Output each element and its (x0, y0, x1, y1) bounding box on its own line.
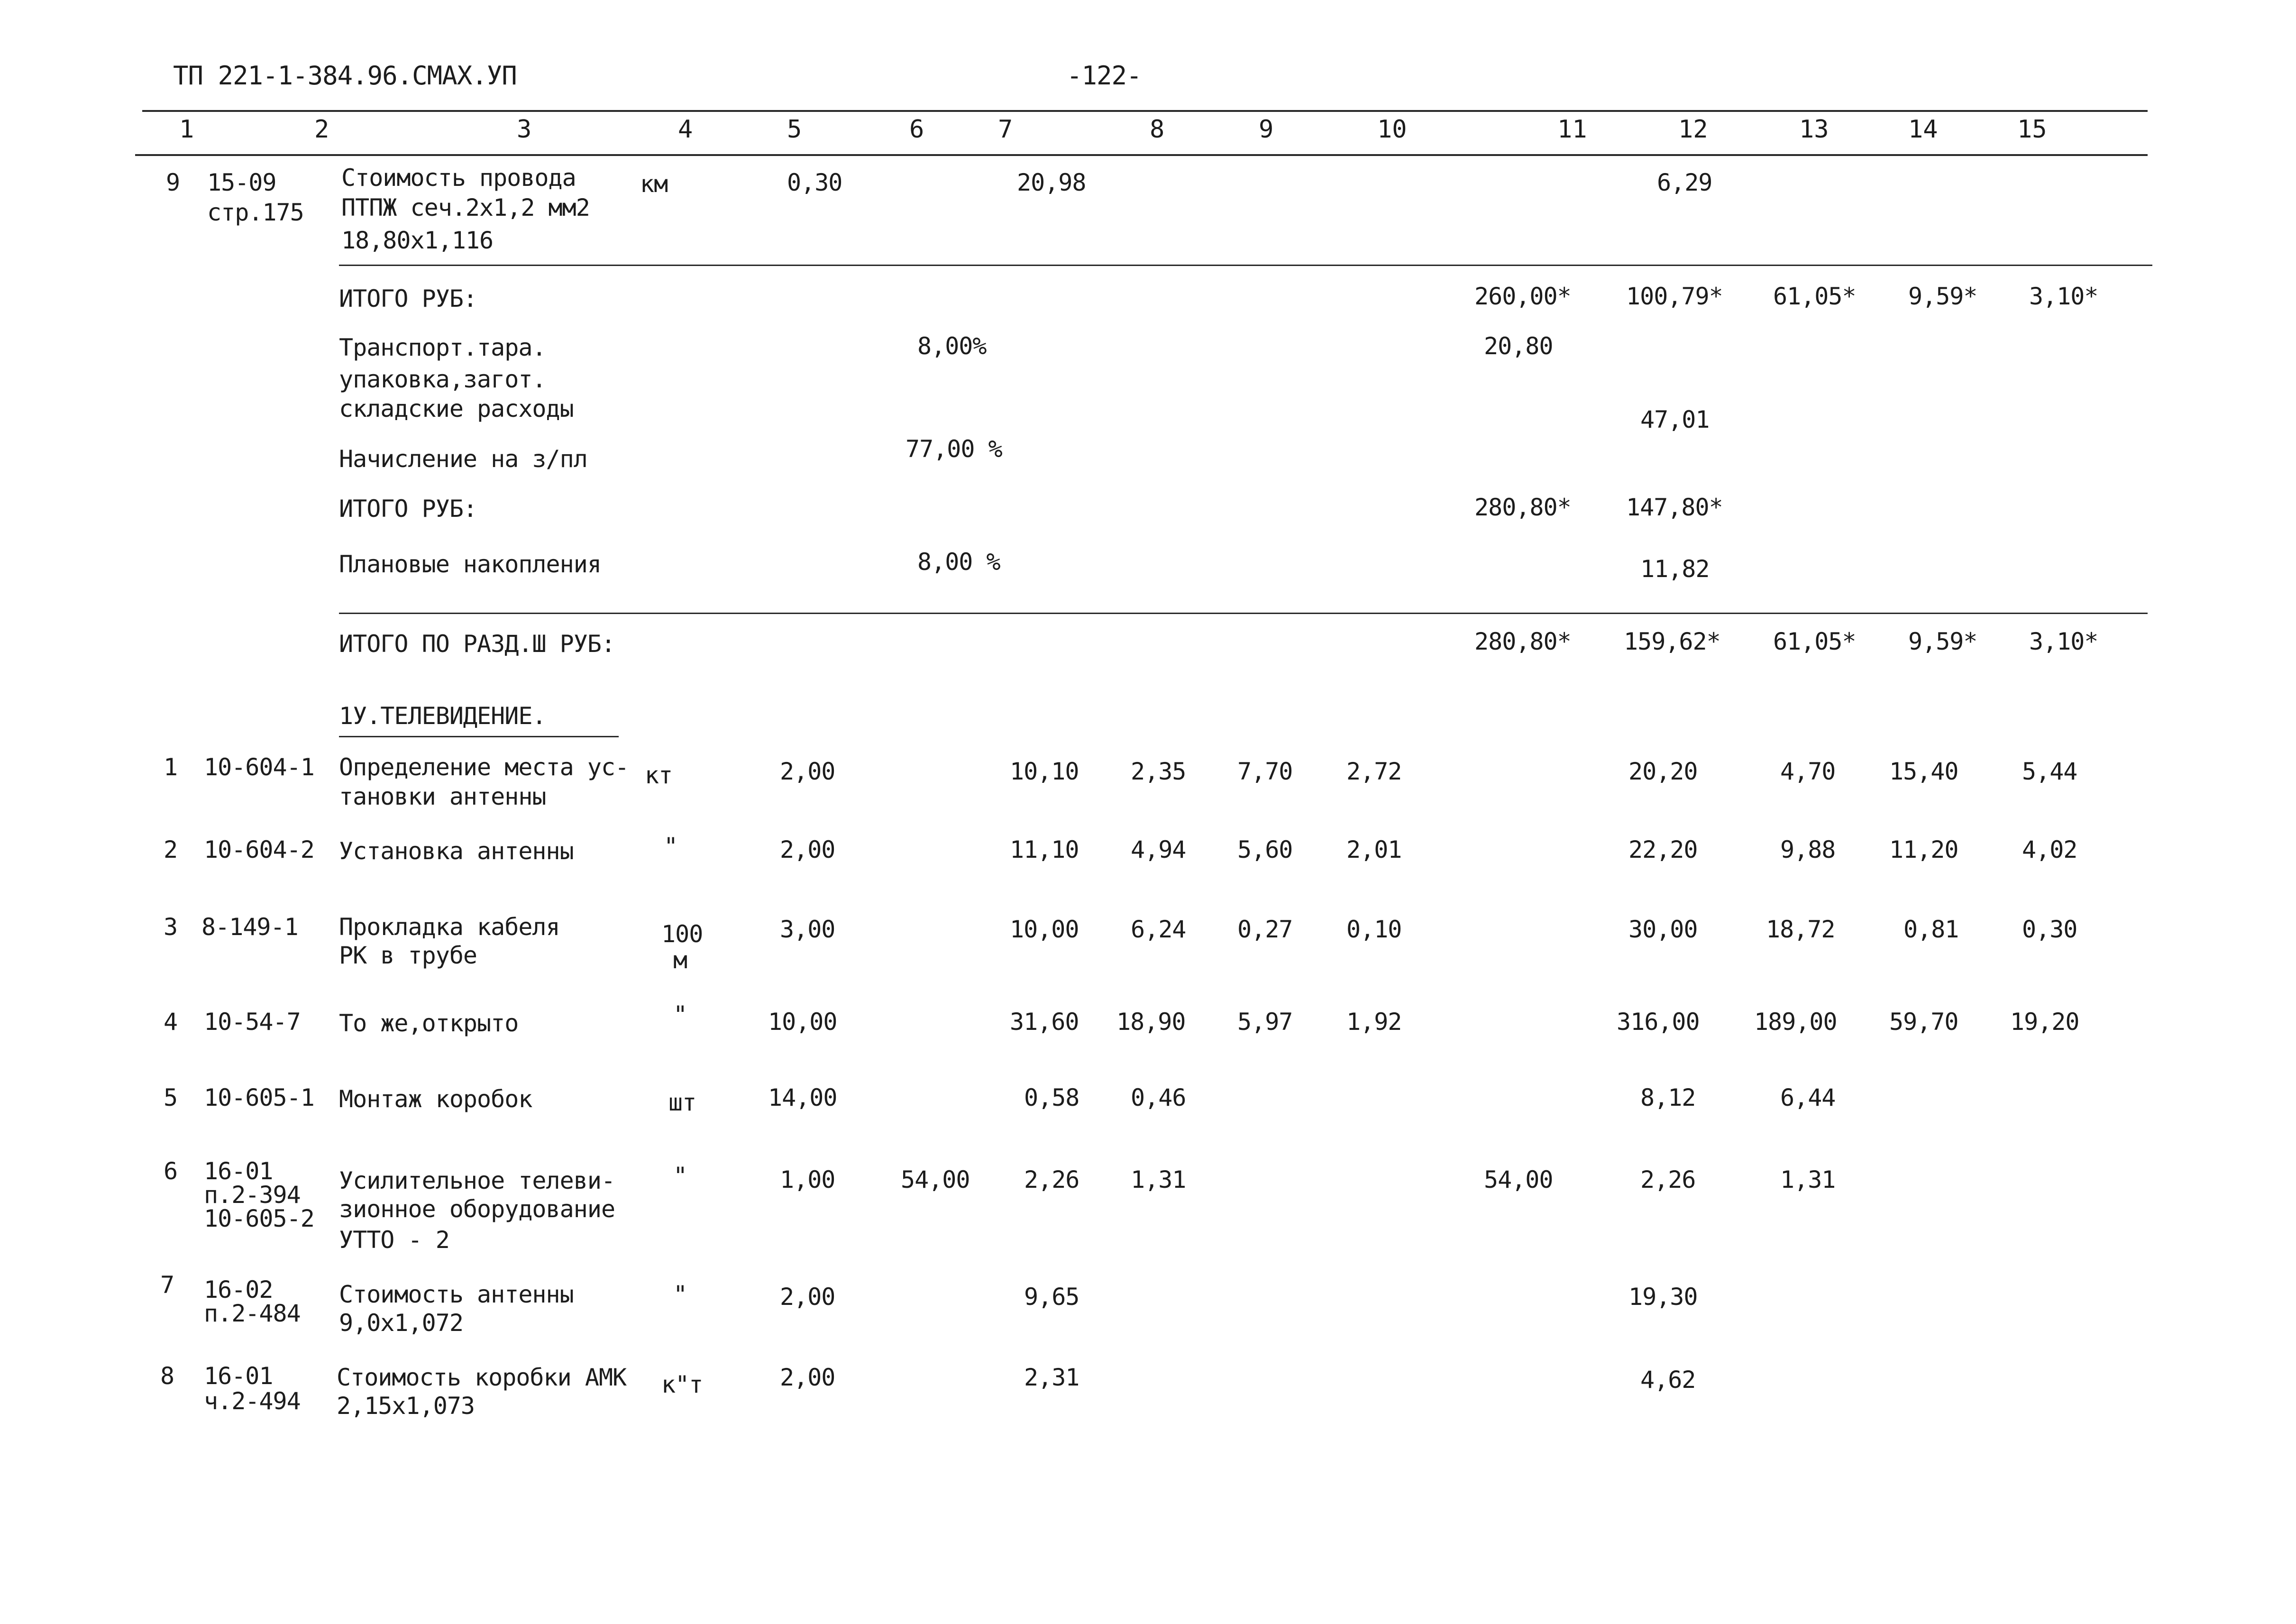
row-col5: 10,00 (768, 1008, 837, 1036)
row-col7: 9,65 (1024, 1283, 1079, 1311)
col-header-11: 11 (1557, 115, 1587, 144)
row-col9: 0,27 (1237, 916, 1293, 943)
row-col12: 20,20 (1628, 758, 1698, 785)
row-name: Усилительное телеви- (339, 1167, 615, 1194)
col-header-3: 3 (517, 115, 532, 144)
total-col11: 260,00* (1474, 283, 1571, 310)
col-header-12: 12 (1678, 115, 1708, 144)
total-col12: 147,80* (1626, 494, 1723, 521)
row-col8: 2,35 (1131, 758, 1186, 785)
row-code: 16-02 (204, 1276, 273, 1303)
row-col13: 6,44 (1780, 1084, 1836, 1111)
row-unit: " (673, 1162, 687, 1190)
row-col15: 19,20 (2010, 1008, 2079, 1036)
row-col8: 18,90 (1116, 1008, 1186, 1036)
row-number: 1 (164, 753, 178, 781)
row-code: 10-605-1 (204, 1084, 314, 1111)
row-col12: 19,30 (1628, 1283, 1698, 1311)
row-col7: 2,31 (1024, 1364, 1079, 1391)
col-header-2: 2 (314, 115, 329, 144)
row-col7: 10,10 (1010, 758, 1079, 785)
row-name: Стоимость антенны (339, 1281, 574, 1308)
row-code: п.2-394 (204, 1181, 301, 1209)
row-col12: 47,01 (1640, 406, 1710, 433)
row-unit: " (664, 833, 678, 860)
row-number: 4 (164, 1008, 178, 1036)
row-code: 10-604-2 (204, 836, 314, 863)
col-header-9: 9 (1259, 115, 1274, 144)
row-unit: " (673, 1281, 687, 1308)
row-col12: 22,20 (1628, 836, 1698, 863)
total-col14: 9,59* (1908, 283, 1977, 310)
row-name: 9,0х1,072 (339, 1309, 463, 1337)
row-col10: 2,01 (1346, 836, 1402, 863)
row-col11: 54,00 (1484, 1166, 1553, 1193)
row-code: 8-149-1 (201, 913, 298, 941)
row-col12: 316,00 (1617, 1008, 1700, 1036)
row-col5: 1,00 (780, 1166, 835, 1193)
col-header-15: 15 (2017, 115, 2047, 144)
total-col14: 9,59* (1908, 628, 1977, 655)
row-name: Начисление на з/пл (339, 445, 587, 473)
row-unit: км (640, 170, 668, 198)
row-col10: 2,72 (1346, 758, 1402, 785)
row-col15: 0,30 (2022, 916, 2077, 943)
row-name: 18,80х1,116 (341, 227, 494, 254)
row-number: 8 (160, 1362, 174, 1390)
row-number: 5 (164, 1084, 178, 1111)
row-col7: 2,26 (1024, 1166, 1079, 1193)
row-col6: 8,00 % (917, 548, 1000, 576)
col-header-5: 5 (787, 115, 802, 144)
row-code: 10-604-1 (204, 753, 314, 781)
total-label: ИТОГО РУБ: (339, 495, 477, 523)
row-code: ч.2-494 (204, 1387, 301, 1415)
row-code: 10-54-7 (204, 1008, 301, 1036)
row-name: То же,открыто (339, 1009, 519, 1037)
row-name: Плановые накопления (339, 551, 601, 578)
row-col13: 4,70 (1780, 758, 1836, 785)
row-separator (339, 265, 2152, 266)
row-col7: 20,98 (1017, 169, 1086, 196)
row-col5: 2,00 (780, 1364, 835, 1391)
row-col10: 0,10 (1346, 916, 1402, 943)
row-col14: 0,81 (1903, 916, 1959, 943)
row-col14: 11,20 (1889, 836, 1958, 863)
row-col6: 54,00 (901, 1166, 970, 1193)
row-col12: 30,00 (1628, 916, 1698, 943)
row-code: п.2-484 (204, 1300, 301, 1327)
row-name: Установка антенны (339, 837, 574, 865)
col-header-6: 6 (909, 115, 924, 144)
row-name: Монтаж коробок (339, 1085, 532, 1113)
col-header-8: 8 (1150, 115, 1165, 144)
row-name: Стоимость коробки АМК (337, 1364, 627, 1391)
row-col13: 9,88 (1780, 836, 1836, 863)
document-code: ТП 221-1-384.96.СМАХ.УП (173, 61, 517, 91)
row-col15: 5,44 (2022, 758, 2077, 785)
total-col11: 280,80* (1474, 628, 1571, 655)
col-header-14: 14 (1908, 115, 1938, 144)
row-col5: 0,30 (787, 169, 842, 196)
total-label: ИТОГО ПО РАЗД.Ш РУБ: (339, 630, 615, 658)
row-unit: шт (668, 1089, 696, 1116)
section-title: 1У.ТЕЛЕВИДЕНИЕ. (339, 702, 546, 730)
total-col13: 61,05* (1773, 283, 1856, 310)
row-col12: 6,29 (1657, 169, 1712, 196)
page-number: -122- (1067, 61, 1142, 91)
row-name: УТТО - 2 (339, 1226, 449, 1254)
header-top-rule (142, 110, 2148, 112)
total-col13: 61,05* (1773, 628, 1856, 655)
row-col6: 77,00 % (906, 435, 1002, 463)
row-number: 9 (166, 169, 180, 196)
col-header-1: 1 (179, 115, 194, 144)
row-col7: 31,60 (1010, 1008, 1079, 1036)
row-code: 15-09 (207, 169, 276, 196)
row-code: 10-605-2 (204, 1205, 314, 1232)
row-col10: 1,92 (1346, 1008, 1402, 1036)
total-col12: 159,62* (1624, 628, 1720, 655)
row-col12: 8,12 (1640, 1084, 1696, 1111)
row-name: Стоимость провода (341, 164, 576, 192)
row-col15: 4,02 (2022, 836, 2077, 863)
col-header-13: 13 (1799, 115, 1829, 144)
row-number: 6 (164, 1157, 178, 1185)
row-name: тановки антенны (339, 783, 546, 810)
row-name: РК в трубе (339, 942, 477, 969)
row-col7: 11,10 (1010, 836, 1079, 863)
total-label: ИТОГО РУБ: (339, 285, 477, 312)
row-col9: 5,97 (1237, 1008, 1293, 1036)
col-header-7: 7 (998, 115, 1013, 144)
row-col12: 11,82 (1640, 555, 1710, 583)
row-code: 16-01 (204, 1157, 273, 1185)
row-name: зионное оборудование (339, 1195, 615, 1223)
row-col6: 8,00% (917, 332, 987, 360)
row-unit: м (673, 946, 687, 974)
header-bottom-rule (135, 154, 2148, 156)
row-name: Определение места ус- (339, 753, 629, 781)
row-col7: 10,00 (1010, 916, 1079, 943)
row-number: 2 (164, 836, 178, 863)
row-name: 2,15х1,073 (337, 1392, 475, 1420)
row-unit: кт (645, 762, 673, 789)
total-col15: 3,10* (2029, 283, 2098, 310)
row-col9: 5,60 (1237, 836, 1293, 863)
row-name: ПТПЖ сеч.2х1,2 мм2 (341, 194, 590, 221)
row-name: Транспорт.тара. (339, 334, 546, 361)
row-number: 3 (164, 913, 178, 941)
row-code: стр.175 (207, 199, 304, 226)
row-col12: 2,26 (1640, 1166, 1696, 1193)
row-col11: 20,80 (1484, 332, 1553, 360)
row-name: складские расходы (339, 395, 574, 422)
row-unit: 100 (661, 920, 703, 948)
row-col7: 0,58 (1024, 1084, 1079, 1111)
row-col9: 7,70 (1237, 758, 1293, 785)
row-col12: 4,62 (1640, 1366, 1696, 1394)
row-col5: 3,00 (780, 916, 835, 943)
row-number: 7 (160, 1271, 174, 1299)
total-col12: 100,79* (1626, 283, 1723, 310)
col-header-10: 10 (1377, 115, 1407, 144)
row-col8: 6,24 (1131, 916, 1186, 943)
row-col14: 15,40 (1889, 758, 1958, 785)
row-name: упаковка,загот. (339, 366, 546, 393)
row-unit: " (673, 1001, 687, 1028)
row-col13: 18,72 (1766, 916, 1835, 943)
row-col5: 2,00 (780, 1283, 835, 1311)
row-col13: 1,31 (1780, 1166, 1836, 1193)
row-separator (339, 613, 2148, 614)
row-code: 16-01 (204, 1362, 273, 1390)
row-col5: 14,00 (768, 1084, 837, 1111)
row-col8: 4,94 (1131, 836, 1186, 863)
section-title-underline (339, 736, 619, 737)
row-col5: 2,00 (780, 758, 835, 785)
total-col15: 3,10* (2029, 628, 2098, 655)
row-col8: 1,31 (1131, 1166, 1186, 1193)
total-col11: 280,80* (1474, 494, 1571, 521)
row-col14: 59,70 (1889, 1008, 1958, 1036)
row-col5: 2,00 (780, 836, 835, 863)
row-name: Прокладка кабеля (339, 913, 560, 941)
row-col8: 0,46 (1131, 1084, 1186, 1111)
row-col13: 189,00 (1754, 1008, 1837, 1036)
col-header-4: 4 (678, 115, 693, 144)
row-unit: к"т (661, 1371, 703, 1398)
